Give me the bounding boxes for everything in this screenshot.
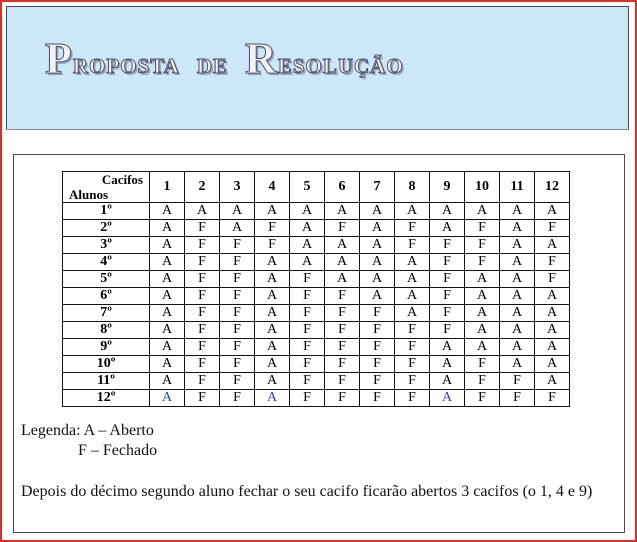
legend <box>21 421 157 461</box>
table-cell: A <box>465 305 500 322</box>
table-cell: F <box>220 390 255 407</box>
column-header-8: 8 <box>395 172 430 203</box>
table-cell: F <box>290 339 325 356</box>
table-cell: F <box>220 356 255 373</box>
table-cell: F <box>325 220 360 237</box>
table-cell: A <box>500 254 535 271</box>
row-header: 10º <box>63 356 150 373</box>
table-cell: F <box>430 254 465 271</box>
table-row <box>63 390 570 407</box>
table-cell: F <box>360 390 395 407</box>
table-cell: F <box>185 356 220 373</box>
table-cell: F <box>535 220 570 237</box>
table-cell: A <box>500 356 535 373</box>
table-cell: A <box>500 203 535 220</box>
table-cell: F <box>430 305 465 322</box>
table-row <box>63 220 570 237</box>
table-cell: F <box>360 356 395 373</box>
table-cell: A <box>150 271 185 288</box>
corner-top-label: Cacifos <box>101 172 143 187</box>
column-header-4: 4 <box>255 172 290 203</box>
table-cell: A <box>395 271 430 288</box>
table-cell: A <box>395 305 430 322</box>
page-title <box>45 33 404 84</box>
table-cell: A <box>150 390 185 407</box>
row-header: 1º <box>63 203 150 220</box>
table-cell: F <box>465 220 500 237</box>
table-cell: F <box>465 373 500 390</box>
column-header-9: 9 <box>430 172 465 203</box>
table-cell: A <box>150 203 185 220</box>
table-cell: F <box>185 288 220 305</box>
table-cell: A <box>395 203 430 220</box>
table-cell: F <box>220 254 255 271</box>
table-cell: F <box>465 356 500 373</box>
table-row <box>63 322 570 339</box>
table-cell: A <box>150 373 185 390</box>
title-word-3-rest: esolução <box>277 47 404 80</box>
row-header: 11º <box>63 373 150 390</box>
table-cell: F <box>395 322 430 339</box>
legend-line-closed: F – Fechado <box>78 442 158 459</box>
table-cell: A <box>255 288 290 305</box>
table-cell: A <box>150 339 185 356</box>
table-cell: F <box>290 390 325 407</box>
table-cell: A <box>500 305 535 322</box>
table-cell: F <box>360 322 395 339</box>
table-row <box>63 356 570 373</box>
table-cell: A <box>500 237 535 254</box>
table-row <box>63 305 570 322</box>
table-cell: A <box>500 322 535 339</box>
column-header-2: 2 <box>185 172 220 203</box>
table-row <box>63 271 570 288</box>
table-cell: A <box>535 339 570 356</box>
table-cell: A <box>500 220 535 237</box>
table-cell: A <box>430 373 465 390</box>
title-initial-r: R <box>245 34 278 83</box>
table-cell: A <box>150 322 185 339</box>
header-divider <box>6 129 629 130</box>
table-cell: F <box>535 271 570 288</box>
table-cell: A <box>535 203 570 220</box>
table-cell: A <box>465 339 500 356</box>
table-cell: A <box>360 288 395 305</box>
table-row <box>63 203 570 220</box>
table-cell: F <box>185 237 220 254</box>
table-cell: A <box>430 339 465 356</box>
table-cell: F <box>395 339 430 356</box>
table-cell: A <box>360 271 395 288</box>
table-cell: F <box>185 322 220 339</box>
column-header-10: 10 <box>465 172 500 203</box>
row-header: 3º <box>63 237 150 254</box>
table-cell: F <box>185 373 220 390</box>
table-cell: A <box>360 254 395 271</box>
table-cell: A <box>220 203 255 220</box>
table-cell: F <box>290 322 325 339</box>
table-cell: F <box>360 373 395 390</box>
table-cell: A <box>255 271 290 288</box>
row-header: 2º <box>63 220 150 237</box>
column-header-1: 1 <box>150 172 185 203</box>
table-cell: A <box>325 254 360 271</box>
table-cell: F <box>465 254 500 271</box>
table-cell: A <box>395 288 430 305</box>
table-cell: A <box>430 220 465 237</box>
table-cell: A <box>500 271 535 288</box>
table-cell: A <box>430 356 465 373</box>
table-cell: A <box>290 203 325 220</box>
table-cell: A <box>325 271 360 288</box>
row-header: 9º <box>63 339 150 356</box>
table-cell: F <box>395 356 430 373</box>
table-cell: F <box>465 390 500 407</box>
lockers-table <box>62 171 570 407</box>
table-cell: F <box>395 237 430 254</box>
row-header: 4º <box>63 254 150 271</box>
table-cell: A <box>150 237 185 254</box>
table-cell: A <box>220 220 255 237</box>
table-cell: F <box>325 390 360 407</box>
table-cell: A <box>150 288 185 305</box>
table-cell: A <box>535 322 570 339</box>
table-cell: A <box>255 390 290 407</box>
table-cell: A <box>255 305 290 322</box>
column-header-3: 3 <box>220 172 255 203</box>
column-header-11: 11 <box>500 172 535 203</box>
table-cell: F <box>430 288 465 305</box>
table-cell: A <box>255 203 290 220</box>
table-cell: F <box>290 271 325 288</box>
table-cell: A <box>290 220 325 237</box>
table-header-row <box>63 172 570 203</box>
table-cell: A <box>500 288 535 305</box>
table-cell: F <box>185 390 220 407</box>
table-cell: A <box>325 237 360 254</box>
table-cell: F <box>290 356 325 373</box>
table-cell: A <box>325 203 360 220</box>
table-cell: A <box>430 390 465 407</box>
title-word-1-rest: roposta <box>72 47 180 80</box>
table-cell: F <box>360 339 395 356</box>
table-cell: A <box>535 305 570 322</box>
table-cell: A <box>150 220 185 237</box>
table-cell: A <box>290 254 325 271</box>
table-cell: F <box>465 237 500 254</box>
table-cell: F <box>185 220 220 237</box>
table-cell: F <box>290 288 325 305</box>
table-cell: A <box>535 373 570 390</box>
table-cell: A <box>255 339 290 356</box>
table-corner-cell <box>63 172 150 203</box>
table-cell: A <box>150 305 185 322</box>
row-header: 7º <box>63 305 150 322</box>
table-cell: F <box>325 373 360 390</box>
column-header-5: 5 <box>290 172 325 203</box>
table-cell: F <box>220 305 255 322</box>
table-cell: F <box>220 271 255 288</box>
table-cell: A <box>150 254 185 271</box>
table-cell: A <box>465 322 500 339</box>
table-cell: F <box>430 322 465 339</box>
title-banner <box>6 6 629 130</box>
table-cell: F <box>290 373 325 390</box>
column-header-12: 12 <box>535 172 570 203</box>
table-cell: A <box>150 356 185 373</box>
row-header: 8º <box>63 322 150 339</box>
table-cell: A <box>255 356 290 373</box>
table-cell: A <box>255 373 290 390</box>
table-cell: A <box>290 237 325 254</box>
table-cell: F <box>500 390 535 407</box>
table-cell: F <box>395 373 430 390</box>
table-body <box>63 203 570 407</box>
table-cell: A <box>535 237 570 254</box>
table-cell: A <box>360 237 395 254</box>
table-cell: F <box>535 390 570 407</box>
table-cell: A <box>535 288 570 305</box>
table-cell: A <box>430 203 465 220</box>
table-cell: A <box>535 356 570 373</box>
table-cell: F <box>325 305 360 322</box>
table-cell: F <box>325 322 360 339</box>
table-cell: F <box>185 339 220 356</box>
table-cell: F <box>395 390 430 407</box>
legend-line-open: Legenda: A – Aberto <box>21 422 154 439</box>
table-cell: A <box>255 322 290 339</box>
table-cell: F <box>255 220 290 237</box>
column-header-7: 7 <box>360 172 395 203</box>
row-header: 12º <box>63 390 150 407</box>
row-header: 5º <box>63 271 150 288</box>
table-cell: F <box>220 288 255 305</box>
table-row <box>63 237 570 254</box>
table-cell: F <box>395 220 430 237</box>
table-cell: F <box>185 305 220 322</box>
table-cell: A <box>465 203 500 220</box>
table-cell: F <box>325 356 360 373</box>
table-row <box>63 254 570 271</box>
table-cell: F <box>220 237 255 254</box>
corner-bottom-label: Alunos <box>69 187 109 202</box>
table-cell: F <box>325 339 360 356</box>
row-header: 6º <box>63 288 150 305</box>
table-cell: A <box>360 220 395 237</box>
table-cell: A <box>465 271 500 288</box>
table-cell: F <box>535 254 570 271</box>
table-cell: A <box>185 203 220 220</box>
table-cell: F <box>290 305 325 322</box>
table-cell: A <box>395 254 430 271</box>
table-cell: F <box>255 237 290 254</box>
table-cell: A <box>255 254 290 271</box>
title-initial-p: P <box>45 34 73 83</box>
table-cell: F <box>500 373 535 390</box>
table-cell: F <box>360 305 395 322</box>
table-cell: F <box>220 373 255 390</box>
column-header-6: 6 <box>325 172 360 203</box>
table-cell: A <box>360 203 395 220</box>
table-cell: A <box>500 339 535 356</box>
table-row <box>63 288 570 305</box>
table-cell: F <box>220 339 255 356</box>
table-cell: F <box>430 237 465 254</box>
table-cell: F <box>185 254 220 271</box>
table-row <box>63 339 570 356</box>
table-cell: F <box>430 271 465 288</box>
title-word-2: de <box>196 47 229 80</box>
table-cell: F <box>220 322 255 339</box>
table-cell: F <box>325 288 360 305</box>
resolution-box <box>13 154 625 533</box>
table-cell: A <box>465 288 500 305</box>
table-row <box>63 373 570 390</box>
conclusion-text: Depois do décimo segundo aluno fechar o seu cacifo ficarão abertos 3 cacifos (o 1, 4 e 9) <box>21 483 593 500</box>
table-cell: F <box>185 271 220 288</box>
